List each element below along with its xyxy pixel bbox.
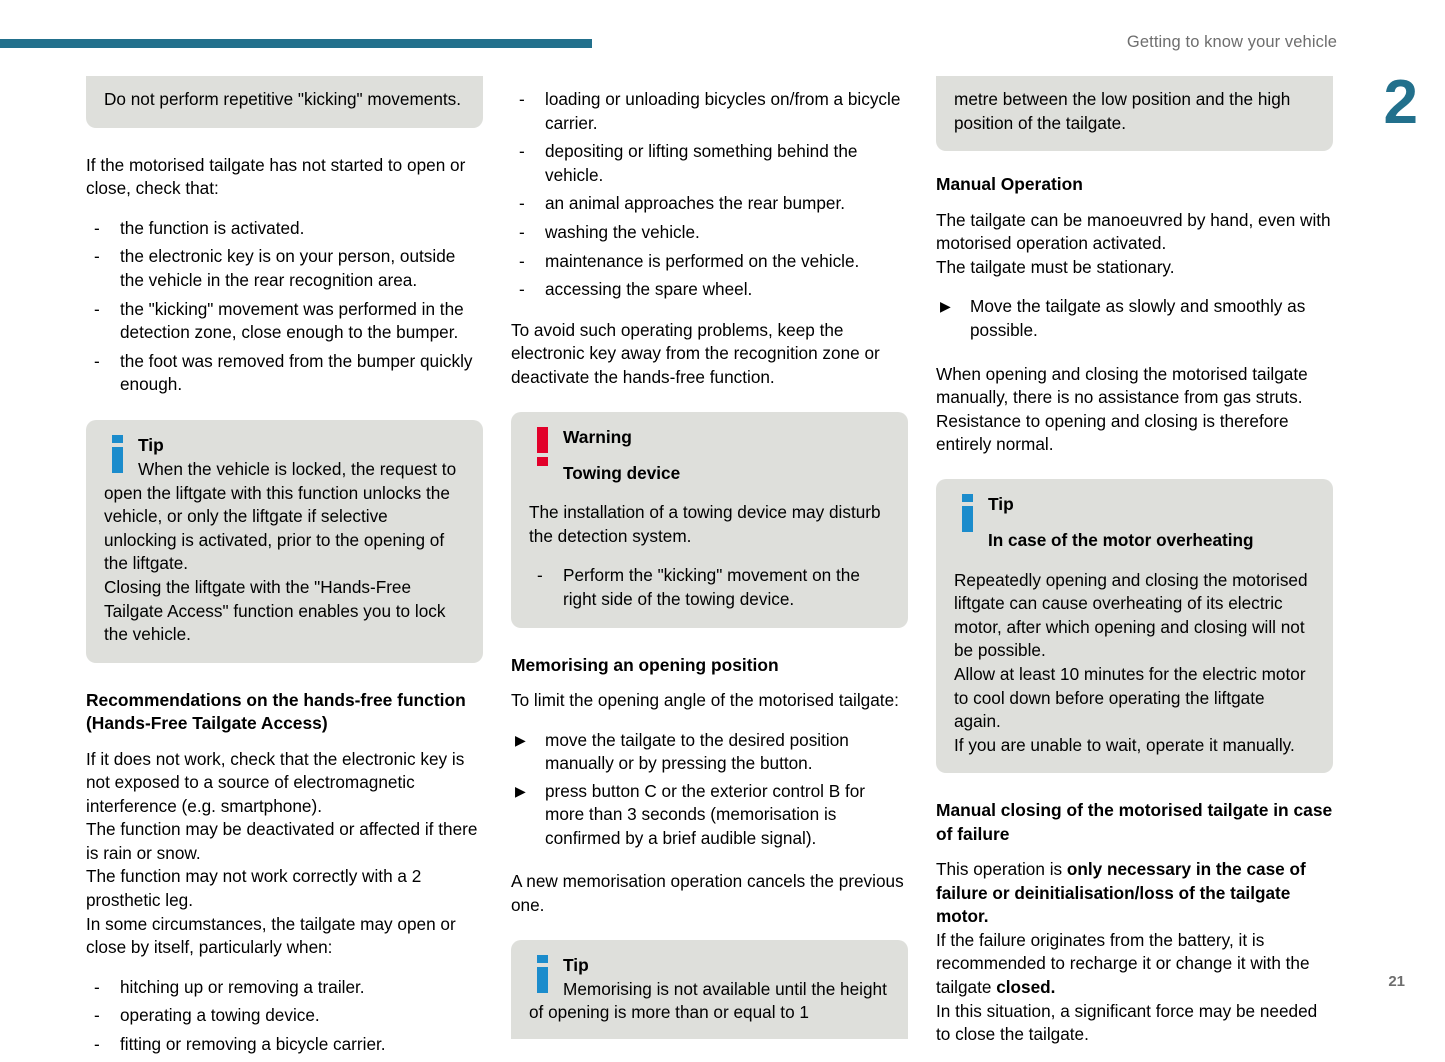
tip-box-label: Tip	[563, 954, 589, 975]
paragraph: The tailgate can be manoeuvred by hand, even with motorised operation activated.	[936, 209, 1331, 254]
list-item: - accessing the spare wheel.	[511, 278, 908, 302]
warning-icon	[537, 427, 548, 467]
tip-box-body: When the vehicle is locked, the request to open the liftgate with this function unlocks the vehicle, or only the liftgate if selective unlocking is activated, prior to the opening of the liftgate.	[104, 458, 457, 574]
situations-list	[86, 976, 483, 1057]
list-item: - the "kicking" movement was performed in the detection zone, close enough to the bumper.	[86, 298, 483, 345]
tip-box-body-3: If you are unable to wait, operate it manually.	[954, 734, 1295, 755]
battery-paragraph-bold: closed.	[996, 977, 1056, 998]
tip-box-body-2: Allow at least 10 minutes for the electric motor to cool down before operating the liftgate again.	[954, 663, 1306, 732]
page-number: 21	[1388, 973, 1405, 990]
paragraph: The tailgate must be stationary.	[936, 256, 1175, 277]
list-item: - maintenance is performed on the vehicle.	[511, 250, 908, 274]
section-title-memorising: Memorising an opening position	[511, 654, 779, 675]
list-item: - loading or unloading bicycles on/from a bicycle carrier.	[511, 88, 908, 135]
info-icon	[537, 955, 548, 993]
warning-box-label: Warning	[563, 426, 632, 447]
memorising-steps	[511, 729, 908, 851]
tip-box-col3	[936, 479, 1333, 773]
paragraph: If it does not work, check that the electronic key is not exposed to a source of electromagnetic interference (e.g. smartphone).	[86, 748, 465, 816]
continued-note-text: metre between the low position and the high position of the tailgate.	[954, 89, 1291, 133]
failure-paragraph-prefix: This operation is	[936, 859, 1067, 880]
list-item: - fitting or removing a bicycle carrier.	[86, 1033, 483, 1057]
paragraph: When opening and closing the motorised tailgate manually, there is no assistance from gas struts. Resistance to opening and closing is therefore entirely normal.	[936, 363, 1308, 455]
memorising-intro: To limit the opening angle of the motorised tailgate:	[511, 689, 899, 710]
force-paragraph: In this situation, a significant force may be needed to close the tailgate.	[936, 1000, 1318, 1045]
tip-box-body-2: Closing the liftgate with the "Hands-Free Tailgate Access" function enables you to lock the vehicle.	[104, 576, 446, 645]
paragraph: In some circumstances, the tailgate may open or close by itself, particularly when:	[86, 913, 456, 958]
tip-box-header	[529, 954, 890, 978]
page-header-title: Getting to know your vehicle	[1126, 33, 1337, 51]
tip-box-header	[104, 434, 465, 458]
tip-box-col1	[86, 420, 483, 663]
list-item: - hitching up or removing a trailer.	[86, 976, 483, 1000]
list-item: ▶ Move the tailgate as slowly and smoothly as possible.	[936, 295, 1333, 342]
list-item: - washing the vehicle.	[511, 221, 908, 245]
list-item: - depositing or lifting something behind the vehicle.	[511, 140, 908, 187]
tip-box-header	[954, 493, 1315, 517]
header-accent-rule	[0, 39, 592, 48]
column-1	[86, 76, 483, 1062]
failure-paragraph	[936, 858, 1333, 929]
failure-paragraph-bold: only necessary in the case of failure or deinitialisation/loss of the tailgate motor.	[936, 859, 1306, 927]
continued-note-text: Do not perform repetitive "kicking" movements.	[104, 89, 462, 109]
manual-operation-steps	[936, 295, 1333, 342]
column-2	[511, 76, 908, 1039]
section-title-recommendations: Recommendations on the hands-free function (Hands-Free Tailgate Access)	[86, 689, 466, 734]
column-3	[936, 76, 1333, 1047]
warning-box-header	[529, 426, 890, 450]
situations-list-continued	[511, 88, 908, 302]
tip-box-label: Tip	[988, 493, 1014, 514]
tip-box-body: Memorising is not available until the height of opening is more than or equal to 1	[529, 978, 887, 1023]
battery-paragraph-prefix: If the failure originates from the battery, it is recommended to recharge it or change it with the tailgate	[936, 929, 1310, 998]
info-icon	[112, 435, 123, 473]
avoid-paragraph: To avoid such operating problems, keep the electronic key away from the recognition zone or deactivate the hands-free function.	[511, 319, 880, 387]
list-item: - the function is activated.	[86, 217, 483, 241]
tip-box-subhead: In case of the motor overheating	[988, 529, 1254, 550]
list-item: - the electronic key is on your person, outside the vehicle in the rear recognition area.	[86, 245, 483, 292]
list-item: - the foot was removed from the bumper quickly enough.	[86, 350, 483, 397]
tip-box-label: Tip	[138, 434, 164, 455]
list-item: ▶ press button C or the exterior control B for more than 3 seconds (memorisation is confirmed by a brief audible signal).	[511, 780, 908, 851]
warning-box-col2	[511, 412, 908, 628]
paragraph: The function may be deactivated or affected if there is rain or snow.	[86, 819, 478, 863]
check-list	[86, 217, 483, 397]
continued-note-box-col3	[936, 76, 1333, 151]
list-item: - an animal approaches the rear bumper.	[511, 192, 908, 216]
warning-box-subhead: Towing device	[563, 462, 681, 483]
paragraph: The function may not work correctly with a 2 prosthetic leg.	[86, 866, 422, 911]
list-item: ▶ move the tailgate to the desired position manually or by pressing the button.	[511, 729, 908, 776]
warning-box-bullet: - Perform the "kicking" movement on the right side of the towing device.	[529, 564, 890, 611]
info-icon	[962, 494, 973, 532]
chapter-number: 2	[1383, 68, 1417, 137]
list-item: - operating a towing device.	[86, 1004, 483, 1028]
intro-paragraph-col1: If the motorised tailgate has not started to open or close, check that:	[86, 154, 466, 199]
tip-box-body-1: Repeatedly opening and closing the motorised liftgate can cause overheating of its electric motor, after which opening and closing will not be possible.	[954, 569, 1308, 661]
section-title-manual-closing: Manual closing of the motorised tailgate in case of failure	[936, 800, 1333, 844]
battery-paragraph	[936, 929, 1333, 1000]
continued-note-box-col1	[86, 76, 483, 128]
tip-box-col2	[511, 940, 908, 1039]
memorising-after-steps: A new memorisation operation cancels the previous one.	[511, 871, 904, 916]
section-title-manual-operation: Manual Operation	[936, 174, 1083, 195]
warning-box-body: The installation of a towing device may disturb the detection system.	[529, 502, 881, 546]
